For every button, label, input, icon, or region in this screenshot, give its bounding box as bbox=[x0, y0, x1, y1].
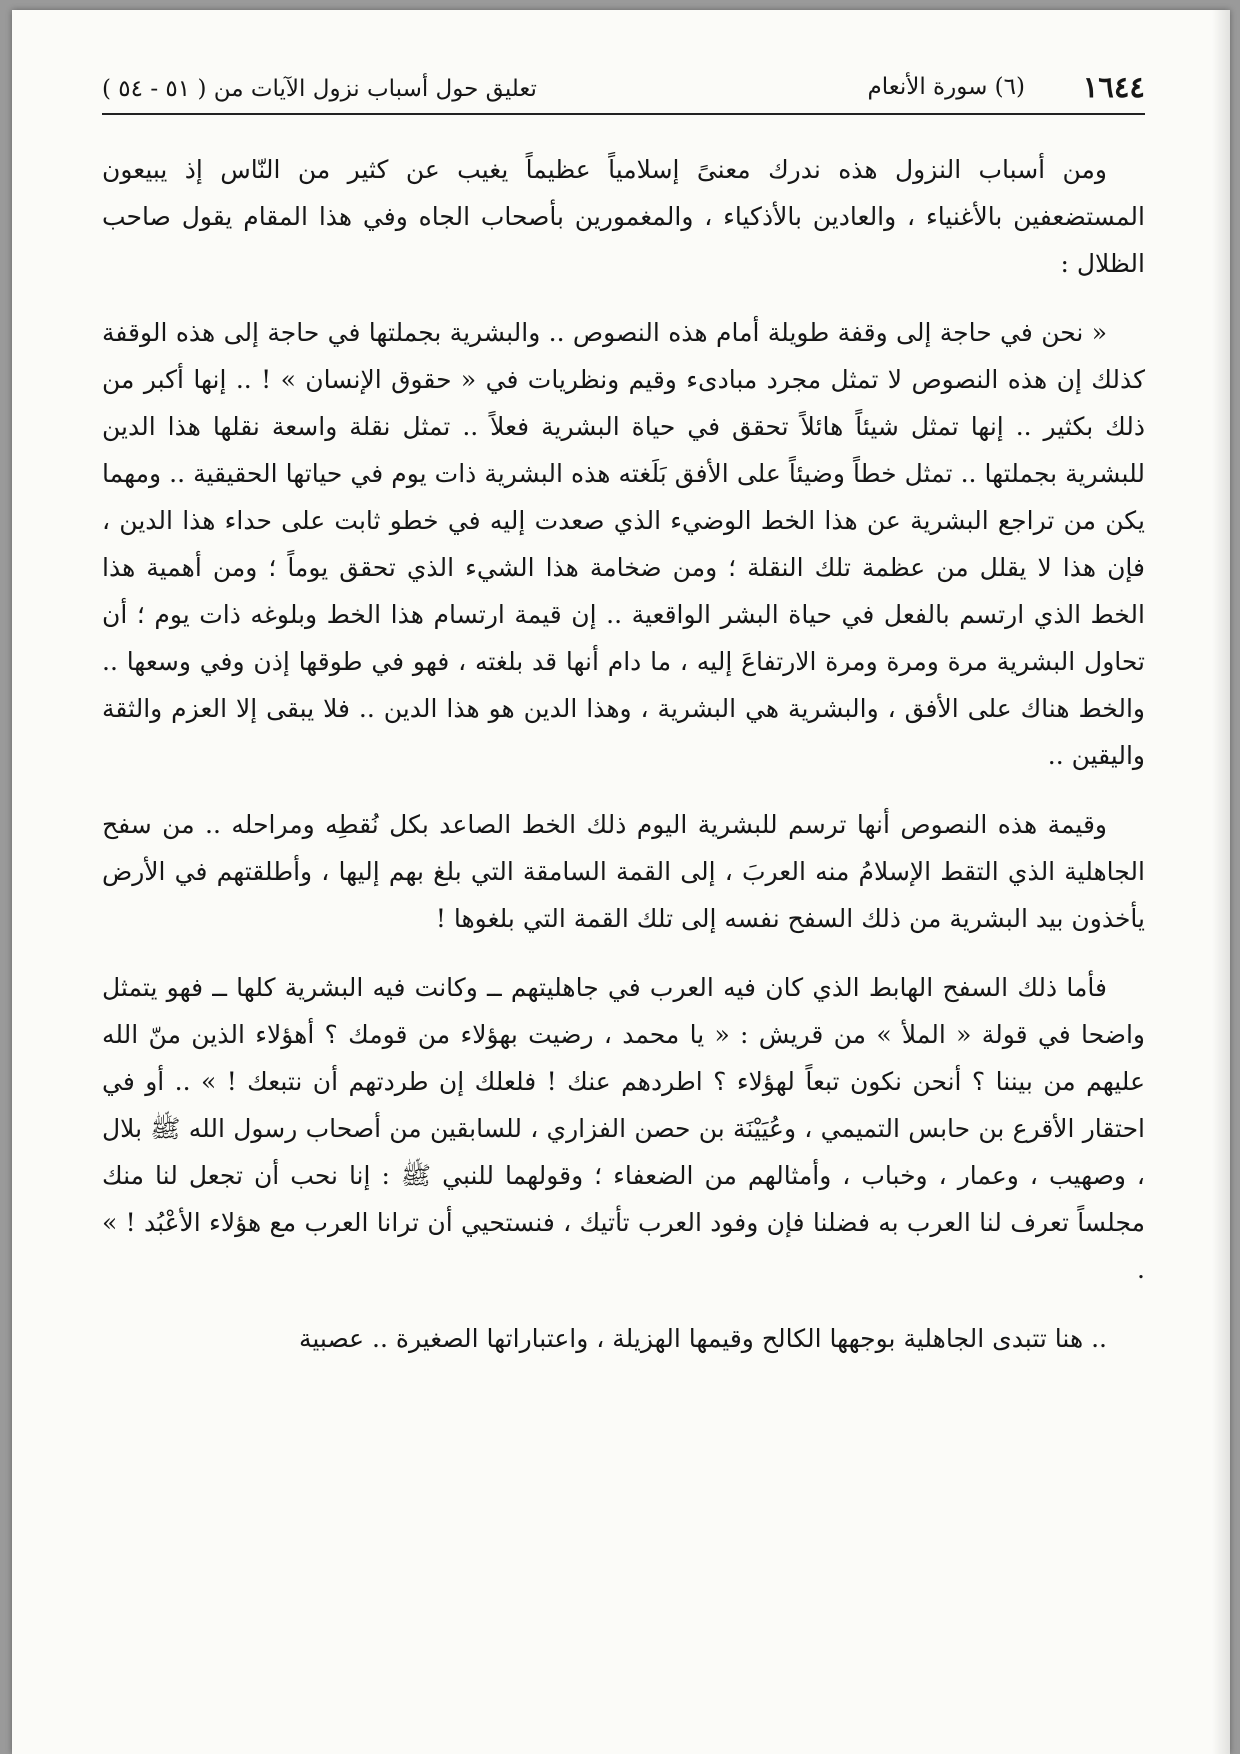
header-rule bbox=[102, 113, 1145, 115]
paragraph: .. هنا تتبدى الجاهلية بوجهها الكالح وقيمها الهزيلة ، واعتباراتها الصغيرة .. عصبية bbox=[298, 1324, 1107, 1353]
document-page bbox=[12, 10, 1230, 1754]
running-title: تعليق حول أسباب نزول الآيات من ( ٥١ - ٥٤ ) bbox=[102, 76, 537, 102]
page-number: ١٦٤٤ bbox=[1082, 70, 1145, 104]
paragraph: فأما ذلك السفح الهابط الذي كان فيه العرب في جاهليتهم ــ وكانت فيه البشرية كلها ــ فهو يتمثل واضحا في قولة « الملأ » من قريش : « يا محمد ، رضيت بهؤلاء من قومك ؟ أهؤلاء الذين منّ الله عليهم من بيننا ؟ أنحن نكون تبعاً لهؤلاء ؟ اطردهم عنك ! فلعلك إن طردتهم أن نتبعك ! » .. أو في احتقار الأقرع بن حابس التميمي ، وعُيَيْنَة بن حصن الفزاري ، للسابقين من أصحاب رسول الله ﷺ بلال ، وصهيب ، وعمار ، وخباب ، وأمثالهم من الضعفاء ؛ وقولهما للنبي ﷺ : إنا نحب أن تجعل لنا منك مجلساً تعرف لنا العرب به فضلنا فإن وفود العرب تأتيك ، فنستحيي أن ترانا العرب مع هؤلاء الأعْبُد ! » . bbox=[102, 973, 1145, 1284]
paragraph: ومن أسباب النزول هذه ندرك معنىً إسلامياً عظيماً يغيب عن كثير من النّاس إذ يبيعون المستضعفين بالأغنياء ، والعادين بالأذكياء ، والمغمورين بأصحاب الجاه وفي هذا المقام يقول صاحب الظلال : bbox=[102, 155, 1145, 278]
paragraph: وقيمة هذه النصوص أنها ترسم للبشرية اليوم ذلك الخط الصاعد بكل نُقطِه ومراحله .. من سفح الجاهلية الذي التقط الإسلامُ منه العربَ ، إلى القمة السامقة التي بلغ بهم إليها ، وأطلقتهم في الأرض يأخذون بيد البشرية من ذلك السفح نفسه إلى تلك القمة التي بلغوها ! bbox=[102, 810, 1145, 933]
scan-shadow bbox=[1212, 10, 1230, 1754]
quoted-paragraph: « نحن في حاجة إلى وقفة طويلة أمام هذه النصوص .. والبشرية بجملتها في حاجة إلى هذه الوقفة كذلك إن هذه النصوص لا تمثل مجرد مبادىء وقيم ونظريات في « حقوق الإنسان » ! .. إنها أكبر من ذلك بكثير .. إنها تمثل شيئاً هائلاً تحقق في حياة البشرية فعلاً .. تمثل نقلة واسعة نقلها هذا الدين للبشرية بجملتها .. تمثل خطاً وضيئاً على الأفق بَلَغته هذه البشرية ذات يوم في حياتها الحقيقية .. ومهما يكن من تراجع البشرية عن هذا الخط الوضيء الذي صعدت إليه في خطو ثابت على حداء هذا الدين ، فإن هذا لا يقلل من عظمة تلك النقلة ؛ ومن ضخامة هذا الشيء الذي تحقق يوماً ؛ ومن أهمية هذا الخط الذي ارتسم بالفعل في حياة البشر الواقعية .. إن قيمة ارتسام هذا الخط وبلوغه ذات يوم ؛ أن تحاول البشرية مرة ومرة ومرة الارتفاعَ إليه ، ما دام أنها قد بلغته ، فهو في طوقها إذن وفي وسعها .. والخط هناك على الأفق ، والبشرية هي البشرية ، وهذا الدين هو هذا الدين .. فلا يبقى إلا العزم والثقة واليقين .. bbox=[102, 318, 1145, 770]
surah-name: (٦) سورة الأنعام bbox=[867, 74, 1025, 100]
body-text bbox=[102, 146, 1145, 1384]
running-header bbox=[102, 70, 1145, 110]
page-content bbox=[102, 10, 1145, 1754]
